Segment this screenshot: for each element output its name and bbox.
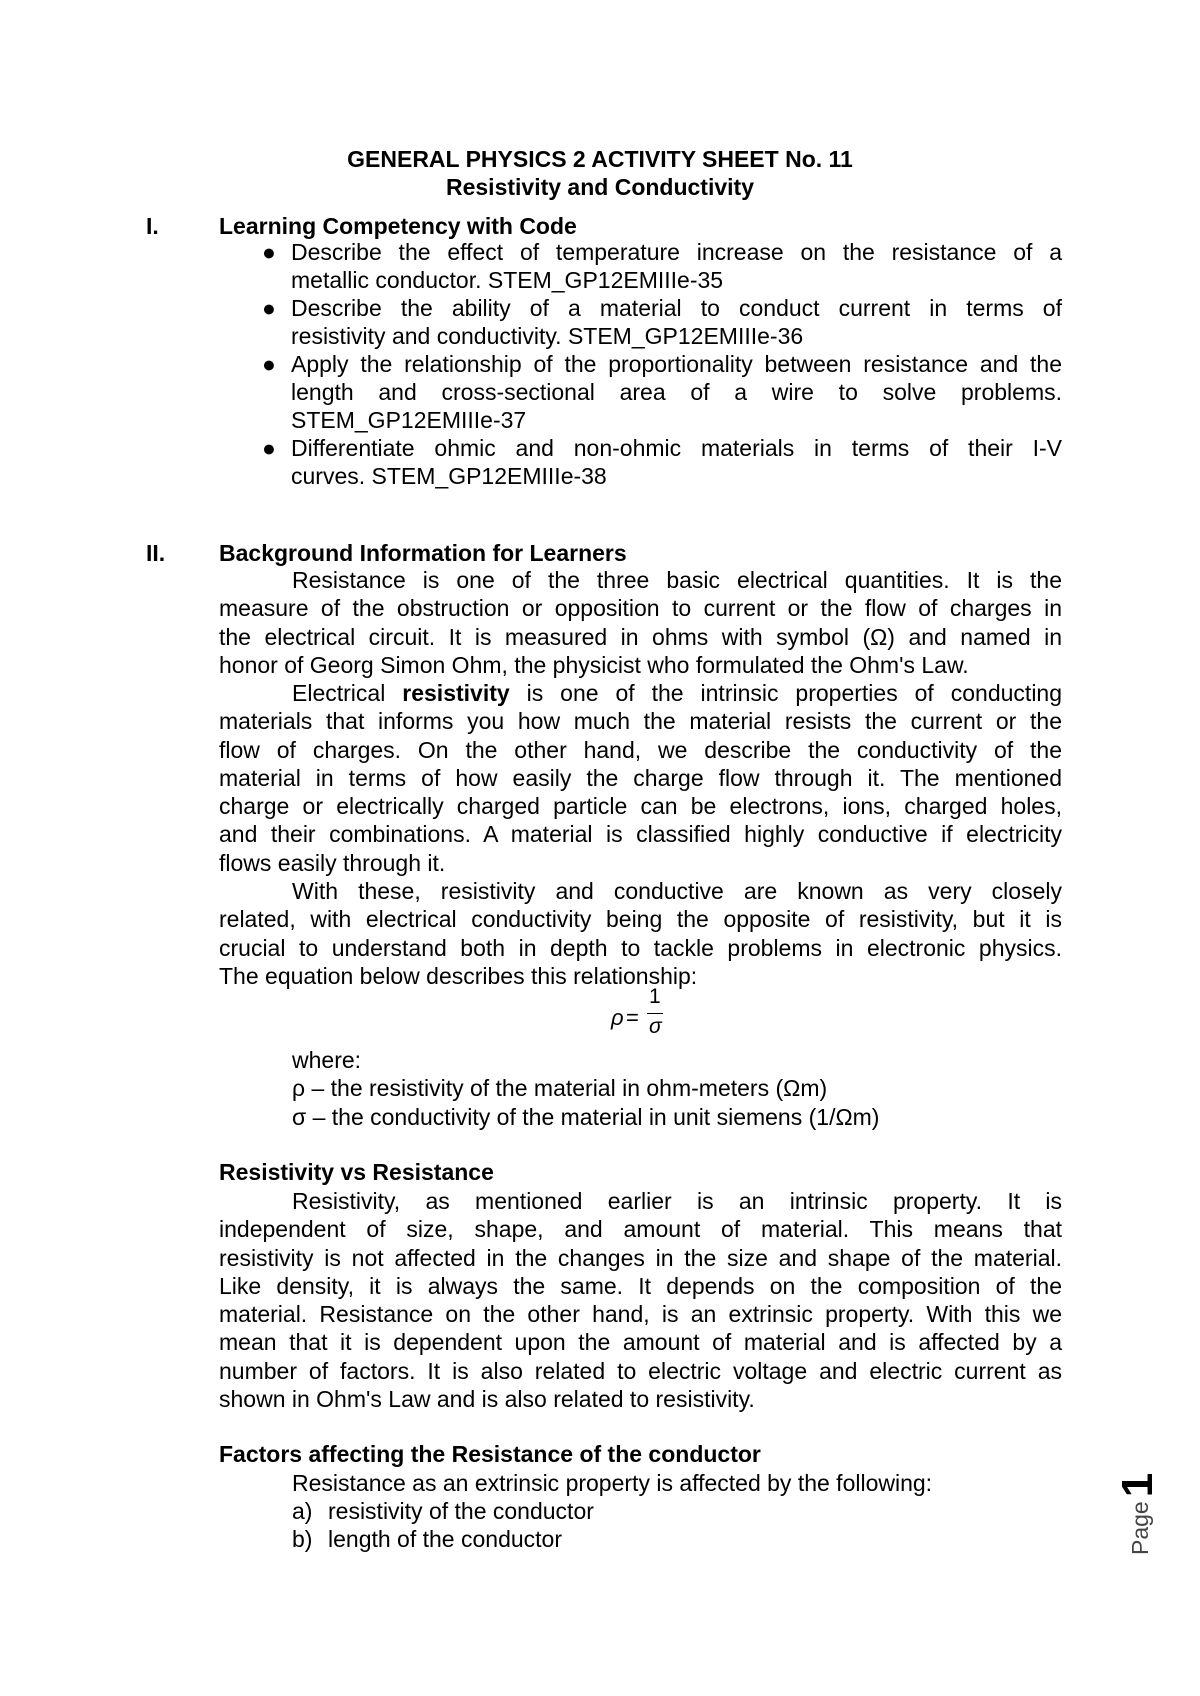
equation-denominator: σ [649,1015,662,1038]
page-number-footer [1113,1473,1163,1555]
where-definition: σ – the conductivity of the material in unit siemens (1/Ωm) [292,1103,880,1130]
competency-line: Differentiate ohmic and non-ohmic materials in terms of their I-V [291,435,1062,461]
where-label: where: [292,1047,362,1073]
factor-item [292,1497,594,1525]
paragraph-line: and their combinations. A material is classified highly conductive if electricity [219,821,1062,848]
title-line-2: Resistivity and Conductivity [445,174,754,200]
competency-line: length and cross-sectional area of a wire to solve problems. [291,379,1062,405]
resistivity-vs-resistance-paragraph [219,1187,1062,1413]
paragraph-line: related, with electrical conductivity being the opposite of resistivity, but it is [219,906,1062,933]
resistivity-vs-resistance-heading: Resistivity vs Resistance [219,1159,494,1185]
paragraph-line: flows easily through it. [219,849,446,876]
competency-line: curves. STEM_GP12EMIIIe-38 [291,463,607,489]
competency-line: metallic conductor. STEM_GP12EMIIIe-35 [291,267,724,293]
paragraph-line: flow of charges. On the other hand, we describe the conductivity of the [219,736,1062,763]
factor-label: b) [292,1526,313,1552]
background-paragraph-2 [219,679,1062,877]
bold-term: resistivity [402,680,510,706]
paragraph-line: honor of Georg Simon Ohm, the physicist who formulated the Ohm's Law. [219,651,969,678]
background-paragraph-3 [219,877,1062,990]
text-run: Electrical [292,680,386,706]
competency-line: resistivity and conductivity. STEM_GP12EMIIIe-36 [291,323,804,349]
bullet-icon: ● [262,351,276,377]
paragraph-line: Resistivity, as mentioned earlier is an intrinsic property. It is [292,1188,1062,1214]
paragraph-line: number of factors. It is also related to electric voltage and electric current as [219,1357,1062,1384]
factor-text: length of the conductor [328,1526,562,1552]
factor-text: resistivity of the conductor [328,1498,594,1524]
paragraph-line: Resistance is one of the three basic electrical quantities. It is the [292,567,1062,593]
competency-line: STEM_GP12EMIIIe-37 [291,407,527,433]
factor-item [292,1525,562,1553]
competency-item-2 [291,294,1062,350]
paragraph-line: Resistance as an extrinsic property is affected by the following: [292,1470,933,1496]
competency-item-3 [291,350,1062,434]
paragraph-line: resistivity is not affected in the changes in the size and shape of the material. [219,1244,1062,1271]
background-paragraph-1 [219,566,1062,679]
section-1-title: Learning Competency with Code [219,213,577,239]
equation-numerator: 1 [649,985,661,1008]
competency-item-1 [291,238,1062,294]
paragraph-line: independent of size, shape, and amount of material. This means that [219,1216,1062,1243]
factors-intro [219,1469,1062,1497]
paragraph-line: With these, resistivity and conductive are known as very closely [292,878,1062,904]
section-2-number: II. [146,540,166,566]
paragraph-line: material. Resistance on the other hand, is an extrinsic property. With this we [219,1301,1062,1328]
bullet-icon: ● [262,435,276,461]
section-2-title: Background Information for Learners [219,540,627,566]
competency-item-4 [291,434,1062,490]
competency-line: Describe the effect of temperature increase on the resistance of a [291,239,1062,265]
paragraph-line: material in terms of how easily the charge flow through it. The mentioned [219,764,1062,791]
competency-line: Apply the relationship of the proportionality between resistance and the [291,351,1062,377]
bullet-icon: ● [262,295,276,321]
where-definition: ρ – the resistivity of the material in ohm-meters (Ωm) [292,1075,828,1102]
equation-equals: = [626,1005,639,1030]
competency-line: Describe the ability of a material to conduct current in terms of [291,295,1062,321]
page-word: Page [1127,1501,1153,1555]
factor-label: a) [292,1498,313,1524]
document-title [0,145,1200,201]
paragraph-line: Like density, it is always the same. It depends on the composition of the [219,1272,1062,1299]
factors-heading: Factors affecting the Resistance of the conductor [219,1441,761,1467]
title-line-1: GENERAL PHYSICS 2 ACTIVITY SHEET No. 11 [347,146,853,172]
where-block [292,1046,879,1131]
paragraph-line: the electrical circuit. It is measured in ohms with symbol (Ω) and named in [219,623,1062,650]
page-number: 1 [1113,1472,1162,1498]
paragraph-line: shown in Ohm's Law and is also related to resistivity. [219,1386,755,1413]
paragraph-line: The equation below describes this relationship: [219,962,698,989]
paragraph-line: measure of the obstruction or opposition to current or the flow of charges in [219,595,1062,622]
paragraph-line: mean that it is dependent upon the amount of material and is affected by a [219,1329,1062,1356]
fraction-bar [647,1013,663,1014]
paragraph-line: charge or electrically charged particle can be electrons, ions, charged holes, [219,793,1062,820]
paragraph-line [219,679,1062,707]
text-run: is one of the intrinsic properties of conducting [526,680,1063,706]
equation-lhs: ρ [611,1005,624,1030]
bullet-icon: ● [262,239,276,265]
paragraph-line: crucial to understand both in depth to tackle problems in electronic physics. [219,934,1062,961]
paragraph-line: materials that informs you how much the material resists the current or the [219,708,1062,735]
section-1-number: I. [146,213,159,239]
